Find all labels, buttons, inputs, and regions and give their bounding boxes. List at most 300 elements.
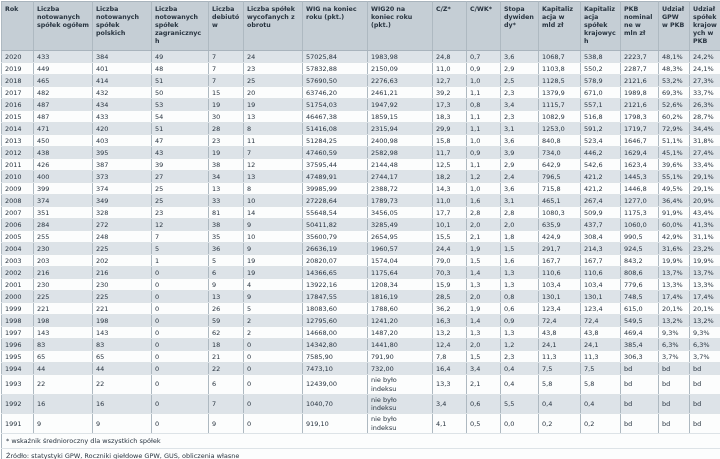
value-cell: 35600,79: [303, 231, 368, 243]
value-cell: 110,6: [539, 267, 581, 279]
value-cell: 0,2: [581, 414, 621, 434]
column-header: PKB nominalne w mln zł: [621, 2, 659, 51]
value-cell: 424,9: [539, 231, 581, 243]
value-cell: 34,4%: [690, 123, 720, 135]
column-header: Liczba spółek wycofanych z obrotu: [244, 2, 303, 51]
value-cell: 2,9: [501, 63, 539, 75]
value-cell: 38: [209, 159, 244, 171]
year-cell: 2014: [2, 123, 34, 135]
column-header: Kapitalizacja w mld zł: [539, 2, 581, 51]
value-cell: 230: [34, 279, 93, 291]
value-cell: 3285,49: [368, 219, 433, 231]
value-cell: 0: [152, 363, 209, 375]
value-cell: 1789,73: [368, 195, 433, 207]
gpw-statistics-table: [1, 1, 720, 459]
value-cell: 16,4: [433, 363, 467, 375]
value-cell: 7: [209, 75, 244, 87]
value-cell: 1379,9: [539, 87, 581, 99]
value-cell: 0,2: [539, 414, 581, 434]
value-cell: 36,2: [433, 303, 467, 315]
value-cell: 38: [209, 219, 244, 231]
value-cell: 374: [93, 183, 152, 195]
value-cell: bd: [690, 414, 720, 434]
value-cell: 6,3%: [690, 339, 720, 351]
value-cell: 57690,50: [303, 75, 368, 87]
value-cell: 0,9: [467, 63, 501, 75]
value-cell: 28,7%: [690, 111, 720, 123]
value-cell: 550,2: [581, 63, 621, 75]
value-cell: 291,7: [539, 243, 581, 255]
table-row: [2, 255, 720, 267]
value-cell: 255: [34, 231, 93, 243]
value-cell: 808,6: [621, 267, 659, 279]
value-cell: 438: [34, 147, 93, 159]
value-cell: 12,7: [433, 75, 467, 87]
value-cell: 0: [244, 394, 303, 414]
year-cell: 2004: [2, 243, 34, 255]
value-cell: 36: [209, 243, 244, 255]
value-cell: 110,6: [581, 267, 621, 279]
value-cell: 328: [93, 207, 152, 219]
value-cell: 635,9: [539, 219, 581, 231]
year-cell: 2016: [2, 99, 34, 111]
value-cell: 2,3: [501, 87, 539, 99]
value-cell: 2,9: [501, 159, 539, 171]
value-cell: 13,2: [433, 327, 467, 339]
value-cell: 43: [152, 147, 209, 159]
value-cell: 46467,38: [303, 111, 368, 123]
value-cell: 2461,21: [368, 87, 433, 99]
value-cell: 7,5: [539, 363, 581, 375]
value-cell: 1574,04: [368, 255, 433, 267]
value-cell: 0: [244, 339, 303, 351]
value-cell: 17,3: [433, 99, 467, 111]
value-cell: 225: [93, 291, 152, 303]
value-cell: 3,1: [501, 123, 539, 135]
value-cell: 450: [34, 135, 93, 147]
value-cell: 0,8: [467, 99, 501, 111]
value-cell: 3,6: [501, 51, 539, 63]
table-row: [2, 135, 720, 147]
value-cell: 0: [152, 339, 209, 351]
value-cell: 19: [244, 99, 303, 111]
column-header: Udział GPW w PKB: [659, 2, 690, 51]
value-cell: 2,0: [467, 339, 501, 351]
value-cell: 15,9: [433, 279, 467, 291]
value-cell: 18083,60: [303, 303, 368, 315]
value-cell: 374: [34, 195, 93, 207]
value-cell: 13,2%: [690, 315, 720, 327]
year-cell: 2020: [2, 51, 34, 63]
value-cell: 399: [34, 183, 93, 195]
value-cell: 54: [152, 111, 209, 123]
value-cell: 434: [93, 99, 152, 111]
value-cell: 8: [244, 123, 303, 135]
value-cell: 17847,55: [303, 291, 368, 303]
value-cell: 1,8: [501, 231, 539, 243]
value-cell: 11,7: [433, 147, 467, 159]
value-cell: 1,5: [501, 243, 539, 255]
value-cell: 39: [152, 159, 209, 171]
value-cell: 7: [209, 394, 244, 414]
value-cell: 2,0: [467, 219, 501, 231]
value-cell: 1,3: [467, 327, 501, 339]
value-cell: 2,0: [501, 219, 539, 231]
value-cell: 22: [34, 375, 93, 395]
value-cell: 487: [34, 99, 93, 111]
table-row: [2, 183, 720, 195]
value-cell: 387: [93, 159, 152, 171]
table-row: [2, 267, 720, 279]
value-cell: 306,3: [621, 351, 659, 363]
value-cell: 1128,5: [539, 75, 581, 87]
table-row: [2, 87, 720, 99]
value-cell: 9: [244, 243, 303, 255]
value-cell: 26,3%: [690, 99, 720, 111]
value-cell: 43,8: [581, 327, 621, 339]
value-cell: 1,3: [501, 279, 539, 291]
value-cell: 1,1: [467, 111, 501, 123]
value-cell: 469,4: [621, 327, 659, 339]
value-cell: 50: [152, 87, 209, 99]
value-cell: 538,8: [581, 51, 621, 63]
value-cell: 0,4: [501, 375, 539, 395]
value-cell: 843,2: [621, 255, 659, 267]
value-cell: 0,6: [501, 303, 539, 315]
value-cell: 542,6: [581, 159, 621, 171]
year-cell: 2000: [2, 291, 34, 303]
value-cell: 7: [152, 231, 209, 243]
value-cell: 465,1: [539, 195, 581, 207]
column-header: Liczba notowanych spółek ogółem: [34, 2, 93, 51]
value-cell: 1,3: [467, 279, 501, 291]
value-cell: 16: [34, 394, 93, 414]
value-cell: 143: [34, 327, 93, 339]
value-cell: 20,9%: [690, 195, 720, 207]
value-cell: 1446,8: [621, 183, 659, 195]
value-cell: 37595,44: [303, 159, 368, 171]
table-row: [2, 315, 720, 327]
value-cell: 919,10: [303, 414, 368, 434]
value-cell: 1082,9: [539, 111, 581, 123]
value-cell: 0,0: [501, 414, 539, 434]
year-cell: 2002: [2, 267, 34, 279]
value-cell: 420: [93, 123, 152, 135]
value-cell: 31,8%: [690, 135, 720, 147]
value-cell: 51,1%: [659, 135, 690, 147]
table-row: [2, 291, 720, 303]
value-cell: 24,4: [433, 243, 467, 255]
value-cell: 13,7%: [659, 267, 690, 279]
value-cell: 28,5: [433, 291, 467, 303]
value-cell: 39985,99: [303, 183, 368, 195]
table-header-row: [2, 2, 720, 51]
value-cell: 1080,3: [539, 207, 581, 219]
value-cell: 0: [244, 351, 303, 363]
value-cell: 840,8: [539, 135, 581, 147]
value-cell: 60,2%: [659, 111, 690, 123]
value-cell: 23: [209, 135, 244, 147]
table-row: [2, 111, 720, 123]
value-cell: 1,9: [467, 243, 501, 255]
value-cell: 2388,72: [368, 183, 433, 195]
value-cell: 1,5: [467, 255, 501, 267]
value-cell: 31,6%: [659, 243, 690, 255]
no-index-note: nie było indeksu: [371, 415, 397, 432]
year-cell: 1999: [2, 303, 34, 315]
value-cell: 1719,7: [621, 123, 659, 135]
value-cell: [368, 414, 433, 434]
value-cell: 29,1%: [690, 183, 720, 195]
value-cell: 16,3: [433, 315, 467, 327]
value-cell: 225: [93, 243, 152, 255]
column-header: C/WK*: [467, 2, 501, 51]
value-cell: 13,7%: [690, 267, 720, 279]
column-header: Udział spółek krajowych w PKB: [690, 2, 720, 51]
value-cell: 426: [34, 159, 93, 171]
year-cell: 2007: [2, 207, 34, 219]
value-cell: 671,0: [581, 87, 621, 99]
value-cell: 2121,6: [621, 99, 659, 111]
value-cell: 779,6: [621, 279, 659, 291]
value-cell: 51: [152, 75, 209, 87]
year-cell: 1992: [2, 394, 34, 414]
value-cell: 1989,8: [621, 87, 659, 99]
value-cell: 27,4%: [690, 147, 720, 159]
value-cell: 2,1: [467, 231, 501, 243]
value-cell: 1947,92: [368, 99, 433, 111]
value-cell: 43,8: [539, 327, 581, 339]
value-cell: 39,6%: [659, 159, 690, 171]
value-cell: 1983,98: [368, 51, 433, 63]
value-cell: 216: [34, 267, 93, 279]
value-cell: 23: [152, 207, 209, 219]
value-cell: 49: [152, 51, 209, 63]
value-cell: 734,0: [539, 147, 581, 159]
value-cell: 167,7: [581, 255, 621, 267]
value-cell: bd: [621, 414, 659, 434]
value-cell: 0: [152, 327, 209, 339]
year-cell: 2015: [2, 111, 34, 123]
value-cell: 0: [152, 279, 209, 291]
value-cell: 373: [93, 171, 152, 183]
value-cell: 0,6: [467, 394, 501, 414]
year-cell: 2017: [2, 87, 34, 99]
value-cell: 1241,20: [368, 315, 433, 327]
value-cell: 23,2%: [690, 243, 720, 255]
value-cell: 51416,08: [303, 123, 368, 135]
value-cell: 3,9: [501, 147, 539, 159]
value-cell: 70,3: [433, 267, 467, 279]
value-cell: 0,4: [501, 363, 539, 375]
year-cell: 2011: [2, 159, 34, 171]
value-cell: 41,3%: [690, 219, 720, 231]
value-cell: 5,8: [539, 375, 581, 395]
value-cell: 8: [244, 183, 303, 195]
value-cell: 53: [152, 99, 209, 111]
value-cell: 216: [93, 267, 152, 279]
value-cell: 7,5: [581, 363, 621, 375]
table-row: [2, 195, 720, 207]
value-cell: 7: [209, 51, 244, 63]
year-cell: 2009: [2, 183, 34, 195]
value-cell: 1646,7: [621, 135, 659, 147]
value-cell: 2582,98: [368, 147, 433, 159]
value-cell: bd: [659, 375, 690, 395]
value-cell: 203: [34, 255, 93, 267]
value-cell: 1,0: [467, 75, 501, 87]
value-cell: 1060,0: [621, 219, 659, 231]
value-cell: 103,4: [581, 279, 621, 291]
table-source: Źródło: statystyki GPW, Roczniki giełdowe GPW, GUS, obliczenia własne: [2, 449, 720, 459]
value-cell: 65: [93, 351, 152, 363]
year-cell: 1991: [2, 414, 34, 434]
value-cell: 0,5: [467, 414, 501, 434]
value-cell: 24,2%: [690, 51, 720, 63]
value-cell: 16: [93, 394, 152, 414]
value-cell: 1,3: [501, 267, 539, 279]
value-cell: 5: [152, 243, 209, 255]
value-cell: 18: [209, 339, 244, 351]
value-cell: 130,1: [581, 291, 621, 303]
value-cell: 7585,90: [303, 351, 368, 363]
value-cell: 24,8: [433, 51, 467, 63]
value-cell: 437,7: [581, 219, 621, 231]
year-cell: 1997: [2, 327, 34, 339]
value-cell: 3,6: [501, 183, 539, 195]
value-cell: 2,0: [467, 291, 501, 303]
source-row: [2, 449, 720, 459]
value-cell: 12: [244, 159, 303, 171]
value-cell: 2,1: [467, 375, 501, 395]
value-cell: 12,4: [433, 339, 467, 351]
value-cell: 1629,4: [621, 147, 659, 159]
value-cell: 7: [244, 147, 303, 159]
value-cell: 31,1%: [690, 231, 720, 243]
table-row: [2, 51, 720, 63]
value-cell: 3,1: [501, 195, 539, 207]
value-cell: 1103,8: [539, 63, 581, 75]
value-cell: 15: [209, 87, 244, 99]
value-cell: 14,3: [433, 183, 467, 195]
year-cell: 1996: [2, 339, 34, 351]
value-cell: 55648,54: [303, 207, 368, 219]
value-cell: 0: [152, 394, 209, 414]
table-footer: [2, 434, 720, 459]
value-cell: 28: [209, 123, 244, 135]
value-cell: 0: [244, 414, 303, 434]
year-cell: 1994: [2, 363, 34, 375]
column-header: Liczba notowanych spółek polskich: [93, 2, 152, 51]
value-cell: 19: [244, 267, 303, 279]
value-cell: 2287,7: [621, 63, 659, 75]
no-index-note: nie było indeksu: [371, 376, 397, 393]
value-cell: 2,8: [467, 207, 501, 219]
year-cell: 1993: [2, 375, 34, 395]
value-cell: bd: [621, 363, 659, 375]
value-cell: 13: [244, 111, 303, 123]
table-row: [2, 147, 720, 159]
value-cell: 1,5: [467, 351, 501, 363]
column-header: C/Z*: [433, 2, 467, 51]
value-cell: 267,4: [581, 195, 621, 207]
value-cell: 0: [152, 267, 209, 279]
value-cell: 25: [152, 183, 209, 195]
value-cell: [368, 394, 433, 414]
value-cell: 20,1%: [659, 303, 690, 315]
value-cell: 51754,03: [303, 99, 368, 111]
value-cell: 1068,7: [539, 51, 581, 63]
value-cell: 433: [93, 111, 152, 123]
year-cell: 2005: [2, 231, 34, 243]
value-cell: 9: [93, 414, 152, 434]
value-cell: 732,00: [368, 363, 433, 375]
value-cell: 433: [34, 51, 93, 63]
value-cell: 1,2: [467, 171, 501, 183]
value-cell: 351: [34, 207, 93, 219]
value-cell: 14342,80: [303, 339, 368, 351]
value-cell: 2400,98: [368, 135, 433, 147]
value-cell: 12,5: [433, 159, 467, 171]
value-cell: 3,6: [501, 135, 539, 147]
value-cell: 72,4: [539, 315, 581, 327]
value-cell: 198: [34, 315, 93, 327]
value-cell: 49,5%: [659, 183, 690, 195]
value-cell: 403: [93, 135, 152, 147]
value-cell: 214,3: [581, 243, 621, 255]
value-cell: 1960,57: [368, 243, 433, 255]
value-cell: 14668,00: [303, 327, 368, 339]
value-cell: 198: [93, 315, 152, 327]
value-cell: 0: [152, 315, 209, 327]
value-cell: 2: [244, 315, 303, 327]
value-cell: 0,9: [501, 315, 539, 327]
value-cell: 1487,20: [368, 327, 433, 339]
value-cell: 421,2: [581, 183, 621, 195]
value-cell: 400: [34, 171, 93, 183]
value-cell: 591,2: [581, 123, 621, 135]
value-cell: 9,3%: [659, 327, 690, 339]
table-row: [2, 99, 720, 111]
value-cell: 81: [209, 207, 244, 219]
value-cell: bd: [690, 375, 720, 395]
value-cell: 23: [244, 63, 303, 75]
table-row: [2, 375, 720, 395]
value-cell: 3,7%: [690, 351, 720, 363]
value-cell: 24,1: [581, 339, 621, 351]
table-body: [2, 51, 720, 434]
value-cell: 1623,4: [621, 159, 659, 171]
column-header: Liczba debiutów: [209, 2, 244, 51]
value-cell: 103,4: [539, 279, 581, 291]
value-cell: 2144,48: [368, 159, 433, 171]
value-cell: 13,3: [433, 375, 467, 395]
value-cell: 19: [209, 147, 244, 159]
value-cell: bd: [690, 363, 720, 375]
value-cell: 1,6: [501, 255, 539, 267]
value-cell: 284: [34, 219, 93, 231]
value-cell: 482: [34, 87, 93, 99]
value-cell: 143: [93, 327, 152, 339]
value-cell: 221: [93, 303, 152, 315]
value-cell: 20,1%: [690, 303, 720, 315]
value-cell: 13: [209, 183, 244, 195]
value-cell: 91,9%: [659, 207, 690, 219]
value-cell: 1788,60: [368, 303, 433, 315]
table-row: [2, 123, 720, 135]
value-cell: 13,3%: [690, 279, 720, 291]
value-cell: 57832,88: [303, 63, 368, 75]
